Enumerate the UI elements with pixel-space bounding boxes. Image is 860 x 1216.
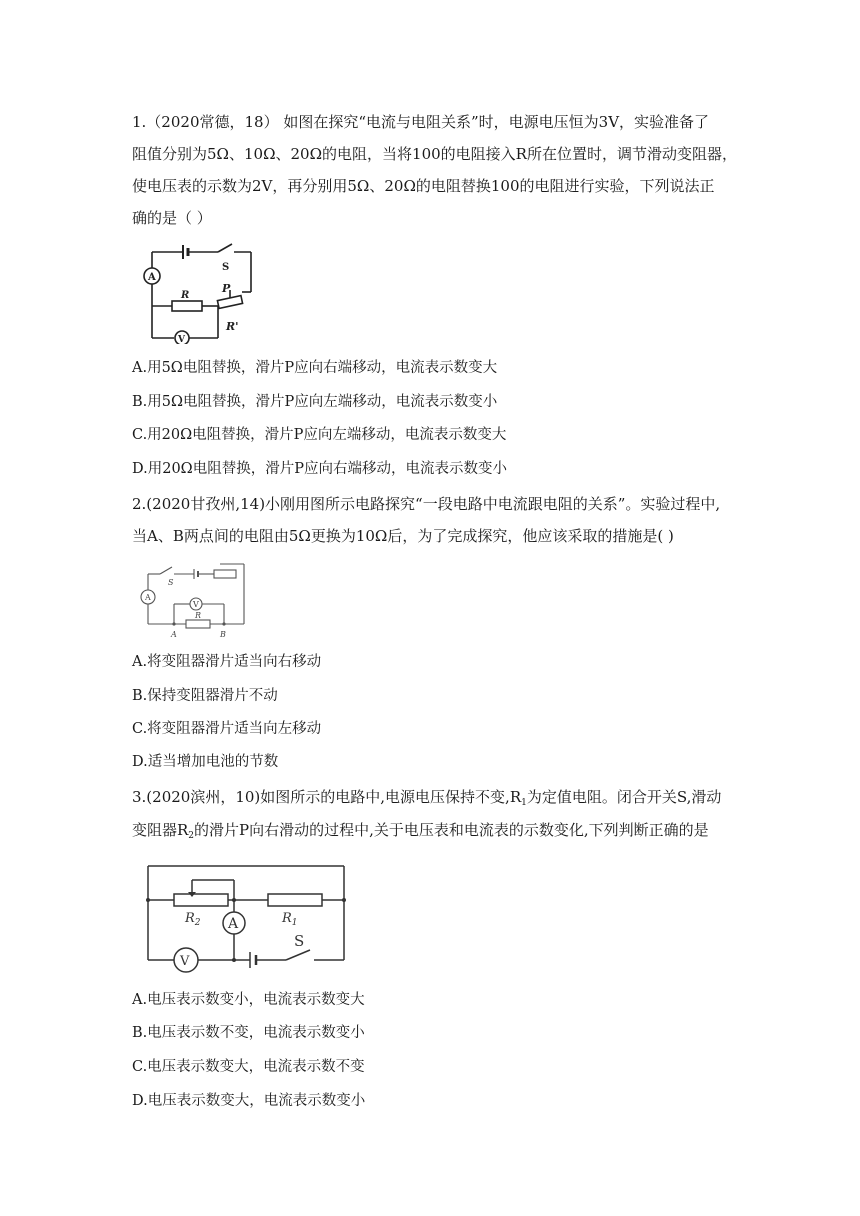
q2-option-b[interactable]: B.保持变阻器滑片不动	[132, 688, 278, 704]
q3-line-1	[132, 787, 721, 813]
q2-point-a-label: A	[171, 630, 177, 639]
q2-voltmeter-label: V	[193, 600, 199, 609]
q2-line-1: 2.(2020甘孜州,14)小刚用图所示电路探究“一段电路中电流跟电阻的关系”。实验过程中,	[132, 495, 721, 513]
q1-circuit-diagram	[138, 240, 260, 344]
q3-option-c[interactable]: C.电压表示数变大，电流表示数不变	[132, 1059, 365, 1075]
q3-ammeter-label: A	[228, 916, 239, 932]
q2-line-2: 当A、B两点间的电阻由5Ω更换为10Ω后，为了完成探究，他应该采取的措施是( )	[132, 527, 674, 545]
q3-line-2	[132, 820, 709, 846]
q2-switch-label: S	[168, 578, 174, 587]
q1-resistor-label: R	[181, 290, 190, 301]
q1-slider-label: P	[222, 282, 231, 295]
q3-option-b[interactable]: B.电压表示数不变，电流表示数变小	[132, 1025, 365, 1041]
q3-switch-label: S	[294, 932, 305, 950]
q3-line-1-subscript: 1	[521, 798, 527, 808]
q1-switch-label: S	[222, 262, 230, 273]
q2-option-a[interactable]: A.将变阻器滑片适当向右移动	[132, 654, 322, 670]
q1-line-3: 使电压表的示数为2V，再分别用5Ω、20Ω的电阻替换100的电阻进行实验，下列说法正	[132, 177, 715, 195]
q3-r1-label: $R_1$	[282, 911, 298, 928]
q1-rheostat-label: R'	[226, 320, 239, 333]
q3-line-2-text: 变阻器R	[132, 821, 189, 839]
q1-option-a[interactable]: A.用5Ω电阻替换，滑片P应向右端移动，电流表示数变大	[132, 360, 498, 376]
q3-option-d[interactable]: D.电压表示数变大，电流表示数变小	[132, 1093, 366, 1109]
q1-voltmeter-label: V	[178, 335, 185, 344]
q3-r2-label: $R_2$	[185, 911, 201, 928]
q2-ammeter-label: A	[145, 593, 151, 602]
q3-voltmeter-label: V	[180, 954, 190, 969]
q2-option-c[interactable]: C.将变阻器滑片适当向左移动	[132, 721, 322, 737]
q1-option-c[interactable]: C.用20Ω电阻替换，滑片P应向左端移动，电流表示数变大	[132, 427, 507, 443]
q3-option-a[interactable]: A.电压表示数变小，电流表示数变大	[132, 992, 365, 1008]
q1-line-4: 确的是（ ）	[132, 209, 212, 227]
q1-line-2: 阻值分别为5Ω、10Ω、20Ω的电阻，当将100的电阻接入R所在位置时，调节滑动变阻器，	[132, 145, 737, 163]
q3-line-2-text-end: 的滑片P向右滑动的过程中,关于电压表和电流表的示数变化,下列判断正确的是	[194, 821, 709, 839]
q2-resistor-label: R	[195, 611, 202, 620]
q3-line-1-text-end: 为定值电阻。闭合开关S,滑动	[526, 788, 722, 806]
q1-option-b[interactable]: B.用5Ω电阻替换，滑片P应向左端移动，电流表示数变小	[132, 394, 498, 410]
q2-option-d[interactable]: D.适当增加电池的节数	[132, 754, 279, 770]
q2-circuit-diagram	[134, 558, 252, 642]
q3-line-2-subscript: 2	[188, 831, 195, 841]
q1-line-1: 1.（2020常德，18） 如图在探究“电流与电阻关系”时，电源电压恒为3V，实验准备了	[132, 113, 710, 131]
q2-point-b-label: B	[220, 630, 226, 639]
q3-line-1-text: 3.(2020滨州，10)如图所示的电路中,电源电压保持不变,R	[132, 788, 522, 806]
q3-circuit-diagram	[144, 860, 350, 974]
q1-option-d[interactable]: D.用20Ω电阻替换，滑片P应向右端移动，电流表示数变小	[132, 461, 507, 477]
q1-ammeter-label: A	[148, 272, 156, 283]
